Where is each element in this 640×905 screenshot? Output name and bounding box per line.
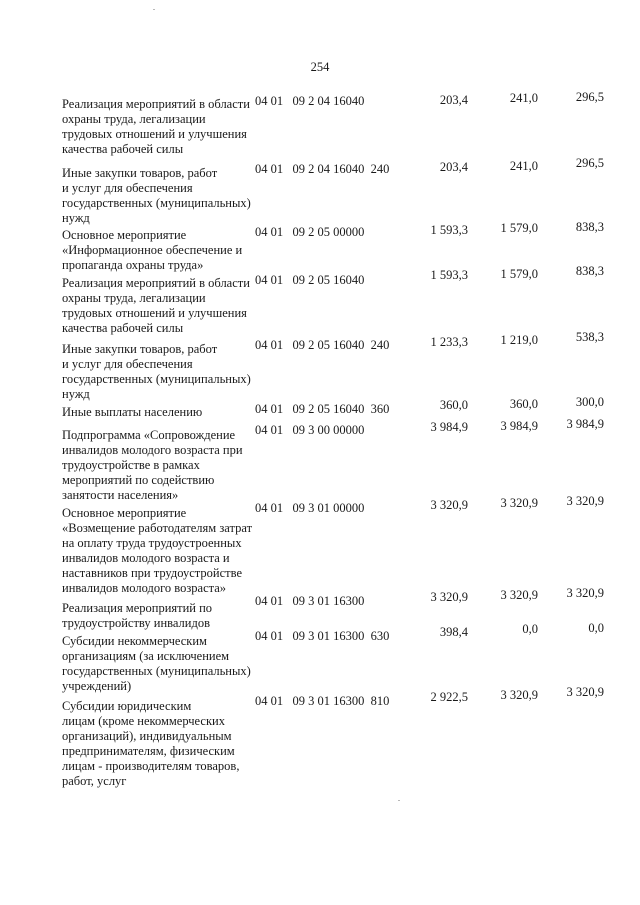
row-value-year3: 838,3 xyxy=(575,220,604,234)
row-description-line: занятости населения» xyxy=(62,488,179,502)
row-description-line: на оплату труда трудоустроенных xyxy=(62,536,242,550)
row-code: 04 01 09 2 05 16040 xyxy=(255,273,365,287)
row-value-year2: 1 219,0 xyxy=(500,333,538,347)
row-value-year2: 1 579,0 xyxy=(500,221,538,235)
row-description-line: «Информационное обеспечение и xyxy=(62,243,243,257)
row-description xyxy=(62,428,262,503)
row-value-year1: 1 233,3 xyxy=(430,335,468,349)
row-description-line: государственных (муниципальных) xyxy=(62,372,251,386)
row-description-line: охраны труда, легализации xyxy=(62,291,206,305)
row-description-line: Субсидии юридическим xyxy=(62,699,192,713)
row-description-line: трудовых отношений и улучшения xyxy=(62,306,247,320)
row-description-line: качества рабочей силы xyxy=(62,321,184,335)
row-description-line: Иные выплаты населению xyxy=(62,405,203,419)
row-value-year1: 360,0 xyxy=(439,398,468,412)
row-description-line: трудовых отношений и улучшения xyxy=(62,127,247,141)
row-value-year3: 3 984,9 xyxy=(566,417,604,431)
row-description-line: предпринимателям, физическим xyxy=(62,744,235,758)
row-value-year1: 3 320,9 xyxy=(430,590,468,604)
row-value-year2: 360,0 xyxy=(509,397,538,411)
row-value-year3: 296,5 xyxy=(575,90,604,104)
row-description-line: качества рабочей силы xyxy=(62,142,184,156)
row-description-line: государственных (муниципальных) xyxy=(62,664,251,678)
row-value-year1: 1 593,3 xyxy=(430,268,468,282)
row-description-line: и услуг для обеспечения xyxy=(62,181,193,195)
row-code: 04 01 09 2 05 00000 xyxy=(255,225,365,239)
row-value-year3: 0,0 xyxy=(588,621,604,635)
row-description-line: Реализация мероприятий по xyxy=(62,601,213,615)
row-description-line: инвалидов молодого возраста при xyxy=(62,443,243,457)
row-description xyxy=(62,601,262,631)
row-description-line: трудоустройству инвалидов xyxy=(62,616,210,630)
row-value-year3: 3 320,9 xyxy=(566,494,604,508)
row-value-year2: 1 579,0 xyxy=(500,267,538,281)
row-value-year2: 3 320,9 xyxy=(500,496,538,510)
row-description-line: Подпрограмма «Сопровождение xyxy=(62,428,236,442)
row-description-line: охраны труда, легализации xyxy=(62,112,206,126)
row-value-year1: 3 984,9 xyxy=(430,420,468,434)
row-value-year3: 838,3 xyxy=(575,264,604,278)
row-value-year3: 3 320,9 xyxy=(566,685,604,699)
row-description xyxy=(62,699,262,789)
row-description xyxy=(62,166,262,226)
row-value-year2: 3 320,9 xyxy=(500,688,538,702)
row-value-year1: 398,4 xyxy=(439,625,468,639)
row-code: 04 01 09 2 05 16040 360 xyxy=(255,402,390,416)
row-value-year1: 203,4 xyxy=(439,93,468,107)
row-value-year2: 3 320,9 xyxy=(500,588,538,602)
row-code: 04 01 09 3 01 00000 xyxy=(255,501,365,515)
row-description-line: лицам - производителям товаров, xyxy=(62,759,240,773)
row-value-year2: 241,0 xyxy=(509,91,538,105)
row-description xyxy=(62,405,262,420)
row-description-line: организациям (за исключением xyxy=(62,649,230,663)
row-description-line: пропаганда охраны труда» xyxy=(62,258,204,272)
row-description-line: инвалидов молодого возраста и xyxy=(62,551,230,565)
row-description-line: учреждений) xyxy=(62,679,132,693)
row-value-year3: 296,5 xyxy=(575,156,604,170)
row-value-year2: 241,0 xyxy=(509,159,538,173)
row-description-line: нужд xyxy=(62,387,90,401)
row-description xyxy=(62,97,262,157)
scan-speck xyxy=(398,800,400,801)
row-description-line: лицам (кроме некоммерческих xyxy=(62,714,225,728)
row-value-year2: 3 984,9 xyxy=(500,419,538,433)
row-description-line: государственных (муниципальных) xyxy=(62,196,251,210)
row-value-year1: 1 593,3 xyxy=(430,223,468,237)
row-description-line: Основное мероприятие xyxy=(62,506,187,520)
row-description-line: Иные закупки товаров, работ xyxy=(62,342,218,356)
row-code: 04 01 09 3 01 16300 xyxy=(255,594,365,608)
row-code: 04 01 09 3 01 16300 810 xyxy=(255,694,390,708)
row-description xyxy=(62,276,262,336)
row-description-line: и услуг для обеспечения xyxy=(62,357,193,371)
row-value-year1: 2 922,5 xyxy=(430,690,468,704)
row-value-year3: 3 320,9 xyxy=(566,586,604,600)
row-code: 04 01 09 2 04 16040 240 xyxy=(255,162,390,176)
row-value-year1: 203,4 xyxy=(439,160,468,174)
row-description-line: нужд xyxy=(62,211,90,225)
row-description-line: наставников при трудоустройстве xyxy=(62,566,242,580)
row-description-line: трудоустройстве в рамках xyxy=(62,458,200,472)
row-value-year1: 3 320,9 xyxy=(430,498,468,512)
row-description xyxy=(62,506,262,596)
row-description-line: работ, услуг xyxy=(62,774,127,788)
row-description-line: Субсидии некоммерческим xyxy=(62,634,207,648)
row-description-line: Реализация мероприятий в области xyxy=(62,276,250,290)
row-description-line: Иные закупки товаров, работ xyxy=(62,166,218,180)
row-description-line: «Возмещение работодателям затрат xyxy=(62,521,253,535)
row-code: 04 01 09 2 05 16040 240 xyxy=(255,338,390,352)
row-description-line: организаций), индивидуальным xyxy=(62,729,232,743)
row-description-line: Реализация мероприятий в области xyxy=(62,97,250,111)
row-description-line: инвалидов молодого возраста» xyxy=(62,581,227,595)
scan-speck xyxy=(153,9,155,10)
row-code: 04 01 09 2 04 16040 xyxy=(255,94,365,108)
row-value-year3: 538,3 xyxy=(575,330,604,344)
row-code: 04 01 09 3 01 16300 630 xyxy=(255,629,390,643)
row-description xyxy=(62,634,262,694)
row-value-year2: 0,0 xyxy=(522,622,538,636)
row-description-line: мероприятий по содействию xyxy=(62,473,215,487)
row-description xyxy=(62,228,262,273)
page-number: 254 xyxy=(310,60,330,74)
row-code: 04 01 09 3 00 00000 xyxy=(255,423,365,437)
row-description xyxy=(62,342,262,402)
row-description-line: Основное мероприятие xyxy=(62,228,187,242)
row-value-year3: 300,0 xyxy=(575,395,604,409)
